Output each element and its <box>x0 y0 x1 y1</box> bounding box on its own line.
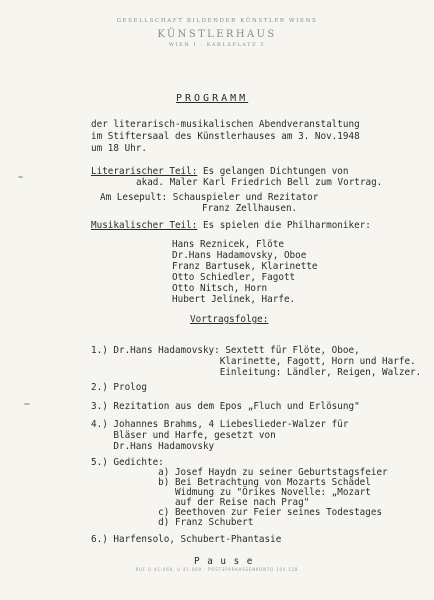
program-item-1-line: Einleitung: Ländler, Reigen, Walzer. <box>91 367 422 378</box>
poem-item: c) Beethoven zur Feier seines Todestages <box>91 507 383 518</box>
letterhead-house: KÜNSTLERHAUS <box>157 29 277 40</box>
intro-line: der literarisch-musikalischen Abendveranstaltung <box>91 119 360 130</box>
paper-mark <box>24 403 30 405</box>
player: Dr.Hans Hadamovsky, Oboe <box>172 250 307 261</box>
player: Otto Nitsch, Horn <box>172 283 268 294</box>
intro-line: um 18 Uhr. <box>91 143 147 154</box>
poem-item: Widmung zu "Örikes Novelle: „Mozart <box>91 487 371 498</box>
player: Hans Reznicek, Flöte <box>172 239 284 250</box>
program-item-1: 1.) Dr.Hans Hadamovsky: Sextett für Flöte, Oboe, <box>91 345 360 356</box>
footer-contact: RUF U 41-068, U 41-069 · POSTSPARKASSENKONTO 104.518 <box>135 567 299 572</box>
program-item-4: 4.) Johannes Brahms, 4 Liebeslieder-Walzer für <box>91 419 349 430</box>
poem-item: b) Bei Betrachtung von Mozarts Schädel <box>91 477 371 488</box>
paper-mark <box>18 176 23 178</box>
literary-intro: Es gelangen Dichtungen von <box>197 166 349 177</box>
letterhead-society: GESELLSCHAFT BILDENDER KÜNSTLER WIENS <box>116 18 318 24</box>
reader-name: Franz Zellhausen. <box>202 203 298 214</box>
intro-line: im Stiftersaal des Künstlerhauses am 3. Nov.1948 <box>91 131 360 142</box>
musical-line <box>91 220 371 231</box>
program-item-3: 3.) Rezitation aus dem Epos „Fluch und Erlösung" <box>91 401 360 412</box>
player: Hubert Jelinek, Harfe. <box>172 294 296 305</box>
reader-label: Am Lesepult: <box>100 192 168 203</box>
poem-item: auf der Reise nach Prag" <box>91 497 310 508</box>
reader-line <box>100 192 318 203</box>
literary-line <box>91 166 348 177</box>
letterhead-address: WIEN I · KARLSPLATZ 5 <box>168 42 266 48</box>
player: Otto Schiedler, Fagott <box>172 272 296 283</box>
program-item-4-line: Dr.Hans Hadamovsky <box>91 441 215 452</box>
program-item-6: 6.) Harfensolo, Schubert-Phantasie <box>91 534 282 545</box>
program-item-5: 5.) Gedichte: <box>91 457 164 468</box>
program-item-1-line: Klarinette, Fagott, Horn und Harfe. <box>91 356 416 367</box>
sequence-title: Vortragsfolge: <box>190 314 269 325</box>
player: Franz Bartusek, Klarinette <box>172 261 318 272</box>
poem-item: d) Franz Schubert <box>91 517 254 528</box>
poem-item: a) Josef Haydn zu seiner Geburtstagsfeier <box>91 467 388 478</box>
pause-label: P a u s e <box>194 556 254 567</box>
letterhead <box>0 18 434 49</box>
program-title: PROGRAMM <box>176 93 249 104</box>
reader-role: Schauspieler und Rezitator <box>167 192 319 203</box>
literary-author: akad. Maler Karl Friedrich Bell zum Vortrag. <box>136 177 383 188</box>
program-item-2: 2.) Prolog <box>91 382 147 393</box>
musical-heading: Musikalischer Teil: <box>91 220 198 231</box>
musical-intro: Es spielen die Philharmoniker: <box>197 220 371 231</box>
program-item-4-line: Bläser und Harfe, gesetzt von <box>91 430 276 441</box>
literary-heading: Literarischer Teil: <box>91 166 198 177</box>
